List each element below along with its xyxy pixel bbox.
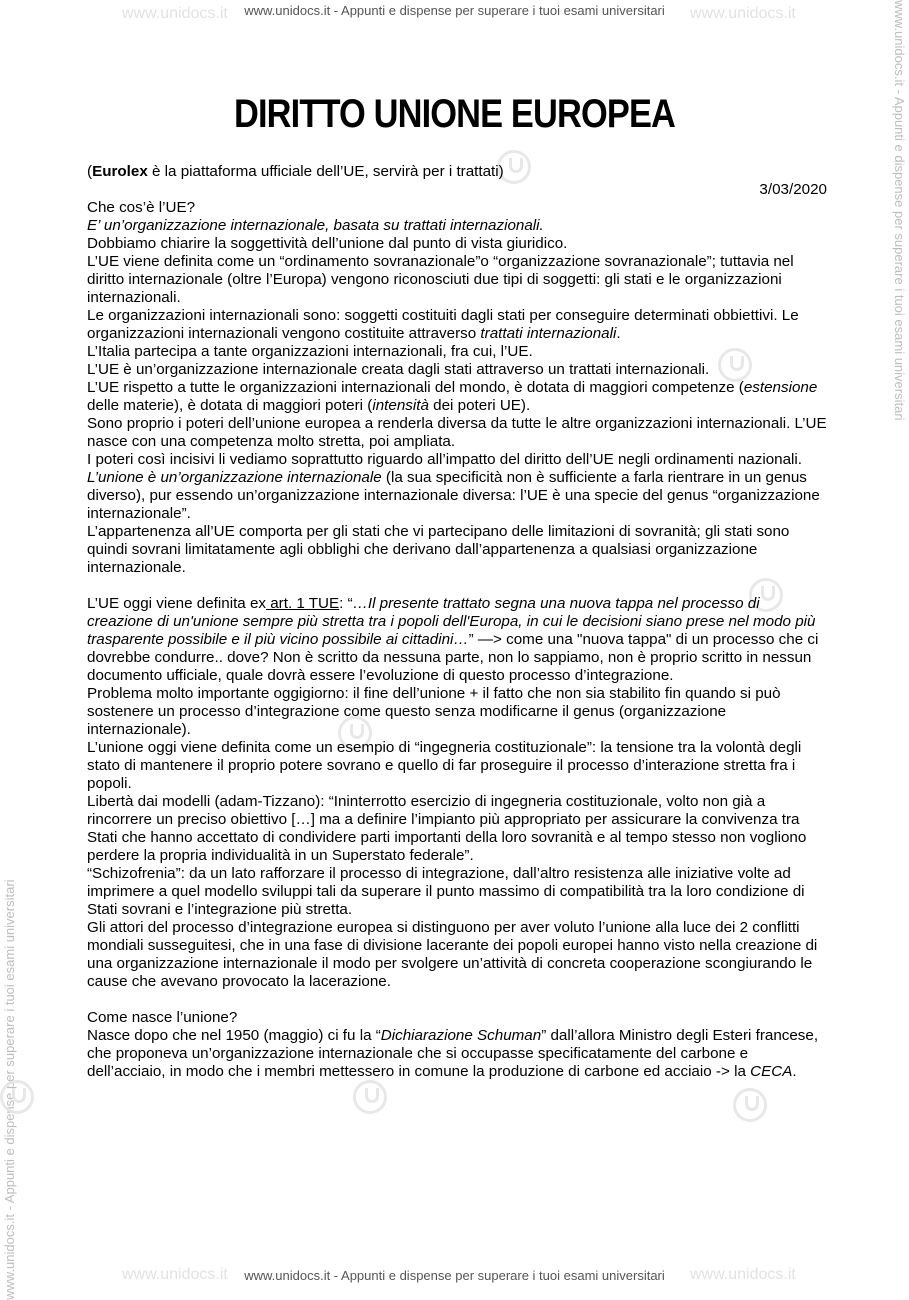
- text-run: Dichiarazione Schuman: [380, 1027, 542, 1044]
- text-run: Le organizzazioni internazionali sono: soggetti costituiti dagli stati per conseguire determinati obbiettivi. Le organizzazioni internazionali vengono costituite attraverso: [87, 307, 799, 342]
- text-run: L’UE rispetto a tutte le organizzazioni internazionali del mondo, è dotata di maggiori competenze (: [87, 379, 744, 396]
- text-run: dei poteri UE).: [428, 397, 531, 414]
- left-side-watermark-text: www.unidocs.it - Appunti e dispense per superare i tuoi esami universitari: [2, 879, 17, 1300]
- paragraph: I poteri così incisivi li vediamo soprattutto riguardo all’impatto del diritto dell’UE negli ordinamenti nazionali.: [87, 451, 803, 468]
- text-run: Nasce dopo che nel 1950 (maggio) ci fu la “: [87, 1027, 381, 1044]
- faint-watermark-top-right: www.unidocs.it: [690, 5, 796, 22]
- text-run: .: [792, 1063, 797, 1080]
- unidocs-logo-icon: [733, 1088, 767, 1122]
- footer-watermark: www.unidocs.it - Appunti e dispense per superare i tuoi esami universitari: [244, 1268, 665, 1283]
- paragraph: L’UE viene definita come un “ordinamento sovranazionale”o “organizzazione sovranazionale”; tuttavia nel diritto internazionale (oltre l’Europa) vengono riconosciuti due tipi di soggetti: gli stati e le organizzazioni internazionali.: [87, 253, 794, 306]
- document-body: [87, 163, 827, 1081]
- text-run: L’UE oggi viene definita ex: [87, 595, 266, 612]
- text-run: intensità: [372, 397, 429, 414]
- treaty-quote: …Il presente trattato segna una nuova tappa nel processo di creazione di un'unione sempre più stretta tra i popoli dell'Europa, in cui le decisioni siano prese nel modo più trasparente possibile e il più vicino possibile ai cittadini…: [87, 595, 816, 648]
- paragraph: L’Italia partecipa a tante organizzazioni internazionali, fra cui, l’UE.: [87, 343, 533, 360]
- right-side-watermark-text: www.unidocs.it - Appunti e dispense per superare i tuoi esami universitari: [892, 0, 907, 421]
- paragraph: Libertà dai modelli (adam-Tizzano): “Ininterrotto esercizio di ingegneria costituzionale, volto non già a rincorrere un preciso obiettivo […] ma a definire l’impianto più appropriato per assicurare la convivenza tra Stati che hanno accettato di condividere parti importanti della loro sovranità e al tempo stesso non vogliono perdere la propria individualità in un Superstato federale”.: [87, 793, 807, 864]
- unidocs-logo-icon: [0, 1080, 34, 1114]
- text-run: : “: [339, 595, 353, 612]
- paragraph: L’appartenenza all’UE comporta per gli stati che vi partecipano delle limitazioni di sovranità; gli stati sono quindi sovrani limitatamente agli obblighi che derivano dall’appartenenza a qualsiasi organizzazione internazionale.: [87, 523, 790, 576]
- text-run: estensione: [743, 379, 818, 396]
- text-run: (la sua specificità non è sufficiente a farla rientrare in un genus diverso), pur essendo un’organizzazione internazionale diversa: l’UE è una specie del genus “organizzazione internazionale”.: [87, 469, 820, 522]
- intro-text: è la piattaforma ufficiale dell’UE, servirà per i trattati): [147, 163, 504, 180]
- paragraph: [87, 469, 827, 523]
- faint-watermark-bottom-right: www.unidocs.it: [690, 1266, 796, 1283]
- text-run: CECA: [750, 1063, 793, 1080]
- text-run: L’unione è un’organizzazione internazionale: [87, 469, 382, 486]
- lecture-date: 3/03/2020: [759, 181, 827, 198]
- article-reference: art. 1 TUE: [266, 595, 340, 612]
- paragraph: Che cos’è l’UE?: [87, 199, 196, 216]
- document-title: DIRITTO UNIONE EUROPEA: [233, 92, 676, 136]
- text-run: trattati internazionali: [480, 325, 617, 342]
- faint-watermark-top-left: www.unidocs.it: [122, 5, 228, 22]
- paragraph: L’unione oggi viene definita come un esempio di “ingegneria costituzionale”: la tensione tra la volontà degli stato di mantenere il proprio potere sovrano e quello di far proseguire il processo d’interazione stretta fra i popoli.: [87, 739, 802, 792]
- paragraph: Sono proprio i poteri dell’unione europea a renderla diversa da tutte le altre organizzazioni internazionali. L’UE nasce con una competenza molto stretta, poi ampliata.: [87, 415, 827, 450]
- paragraph: E’ un’organizzazione internazionale, basata su trattati internazionali.: [87, 217, 544, 234]
- unidocs-logo-icon: [353, 1080, 387, 1114]
- paragraph-gap: [87, 991, 827, 1009]
- faint-watermark-bottom-left: www.unidocs.it: [122, 1266, 228, 1283]
- paragraph: [87, 1027, 827, 1081]
- paragraph: [87, 379, 827, 415]
- right-side-watermark: [892, 0, 907, 1300]
- eurolex-label: Eurolex: [92, 163, 148, 180]
- paragraph: [87, 595, 827, 685]
- paragraph: “Schizofrenia”: da un lato rafforzare il processo di integrazione, dall’altro resistenza alle iniziative volte ad imprimere a quel modello sviluppi tali da superare il punto massimo di compatibilità tra la loro condizione di Stati sovrani e l’integrazione più stretta.: [87, 865, 805, 918]
- intro-line: [87, 163, 827, 181]
- text-run: ” dall’allora Ministro degli Esteri francese, che proponeva un’organizzazione internazionale che si occupasse specificatamente del carbone e dell’acciaio, in modo che i membri mettessero in comune la produzione di carbone ed acciaio -> la: [87, 1027, 819, 1080]
- text-run: delle materie), è dotata di maggiori poteri (: [87, 397, 373, 414]
- text-run: .: [616, 325, 621, 342]
- paragraph: Come nasce l’unione?: [87, 1009, 238, 1026]
- paragraph: Problema molto importante oggigiorno: il fine dell’unione + il fatto che non sia stabilito fin quando si può sostenere un processo d’integrazione come questo senza modificarne il genus (organizzazione internazionale).: [87, 685, 781, 738]
- header-watermark: www.unidocs.it - Appunti e dispense per superare i tuoi esami universitari: [244, 3, 665, 18]
- paragraph-gap: [87, 577, 827, 595]
- intro-open: (: [87, 163, 93, 180]
- paragraph: L’UE è un’organizzazione internazionale creata dagli stati attraverso un trattati internazionali.: [87, 361, 710, 378]
- paragraph: Dobbiamo chiarire la soggettività dell’unione dal punto di vista giuridico.: [87, 235, 568, 252]
- text-run: ” —> come una "nuova tappa" di un processo che ci dovrebbe condurre.. dove? Non è scritto da nessuna parte, non lo sappiamo, non è proprio scritto in nessun documento ufficiale, quale dovrà essere l’evoluzione di questo processo d’integrazione.: [87, 631, 819, 684]
- paragraph: Gli attori del processo d’integrazione europea si distinguono per aver voluto l’unione alla luce dei 2 conflitti mondiali susseguitesi, che in una fase di divisione lacerante dei popoli europei hanno visto nella creazione di una organizzazione internazionale il modo per svolgere un’attività di concreta cooperazione scongiurando le cause che avevano provocato la lacerazione.: [87, 919, 818, 990]
- paragraph: [87, 307, 827, 343]
